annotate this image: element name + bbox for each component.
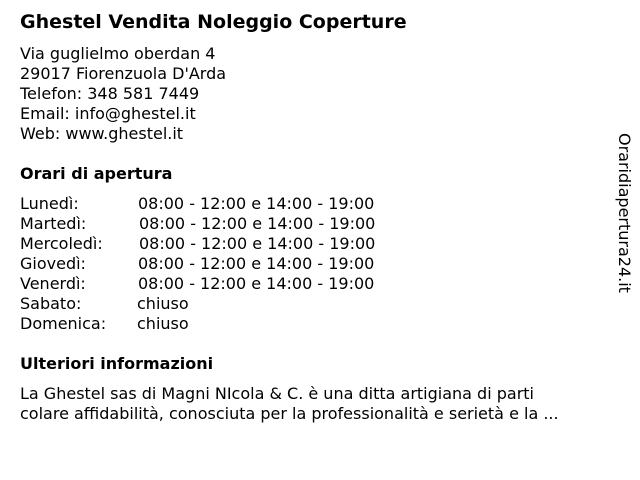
day-label: Lunedì: bbox=[20, 194, 79, 213]
more-info-heading: Ulteriori informazioni bbox=[20, 354, 214, 373]
day-label: Mercoledì: bbox=[20, 234, 103, 253]
hours-row-saturday bbox=[20, 294, 440, 314]
site-watermark: Oraridiapertura24.it bbox=[615, 133, 634, 293]
description-line: La Ghestel sas di Magni NIcola & C. è una ditta artigiana di parti bbox=[20, 384, 534, 403]
time-value: chiuso bbox=[137, 294, 189, 313]
description-line: colare affidabilità, conosciuta per la professionalità e serietà e la ... bbox=[20, 404, 559, 423]
opening-hours-table bbox=[20, 194, 440, 334]
hours-row-monday bbox=[20, 194, 440, 214]
day-label: Giovedì: bbox=[20, 254, 86, 273]
time-value: 08:00 - 12:00 e 14:00 - 19:00 bbox=[138, 274, 375, 293]
hours-row-wednesday bbox=[20, 234, 440, 254]
address-street: Via guglielmo oberdan 4 bbox=[20, 44, 216, 63]
day-label: Venerdì: bbox=[20, 274, 86, 293]
website-link[interactable]: Web: www.ghestel.it bbox=[20, 124, 184, 143]
business-description bbox=[20, 384, 610, 424]
day-label: Martedì: bbox=[20, 214, 87, 233]
time-value: 08:00 - 12:00 e 14:00 - 19:00 bbox=[139, 214, 376, 233]
time-value: chiuso bbox=[137, 314, 189, 333]
contact-block bbox=[20, 44, 226, 144]
email-address[interactable]: Email: info@ghestel.it bbox=[20, 104, 196, 123]
hours-row-sunday bbox=[20, 314, 440, 334]
hours-row-tuesday bbox=[20, 214, 440, 234]
time-value: 08:00 - 12:00 e 14:00 - 19:00 bbox=[138, 194, 375, 213]
address-city: 29017 Fiorenzuola D'Arda bbox=[20, 64, 227, 83]
hours-row-thursday bbox=[20, 254, 440, 274]
opening-hours-heading: Orari di apertura bbox=[20, 164, 173, 183]
page-title: Ghestel Vendita Noleggio Coperture bbox=[20, 11, 407, 33]
day-label: Sabato: bbox=[20, 294, 82, 313]
time-value: 08:00 - 12:00 e 14:00 - 19:00 bbox=[138, 254, 375, 273]
hours-row-friday bbox=[20, 274, 440, 294]
time-value: 08:00 - 12:00 e 14:00 - 19:00 bbox=[139, 234, 376, 253]
day-label: Domenica: bbox=[20, 314, 107, 333]
phone-number[interactable]: Telefon: 348 581 7449 bbox=[20, 84, 200, 103]
